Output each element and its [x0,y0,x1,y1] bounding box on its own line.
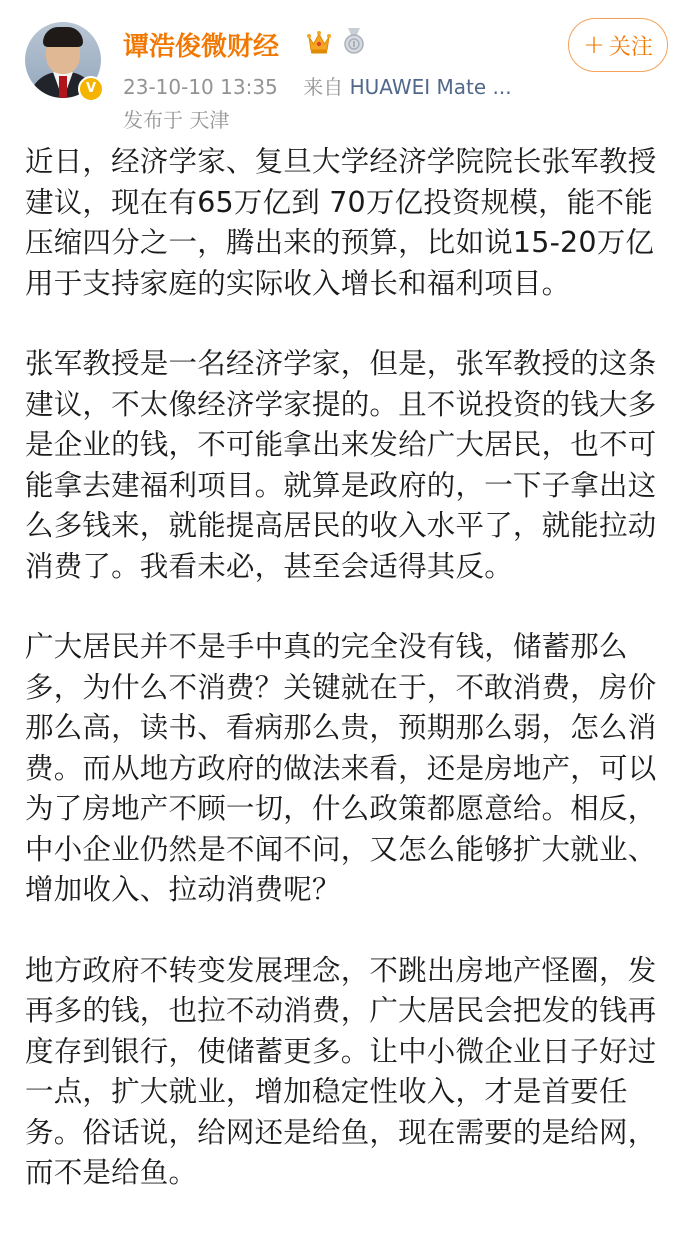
text-line: 用于支持家庭的实际收入增长和福利项目。 [25,266,571,300]
text-line: 而不是给鱼。 [25,1156,198,1189]
text-line: 广大居民并不是手中真的完全没有钱，储蓄那么 [25,630,628,663]
text-line: 能拿去建福利项目。就算是政府的，一下子拿出这 [25,468,657,502]
avatar-tie [59,76,67,98]
text-line: 压缩四分之一，腾出来的预算，比如说15-20万亿 [25,226,655,259]
text-line: 消费了。我看未必，甚至会适得其反。 [25,549,513,583]
text-line: 张军教授是一名经济学家，但是，张军教授的这条 [25,347,657,380]
v-badge-icon: V [78,76,104,102]
post-paragraph [25,627,685,911]
text-line: 建议，不太像经济学家提的。且不说投资的钱大多 [25,387,657,421]
text-line: 增加收入、拉动消费呢？ [25,873,341,906]
text-line: 一点，扩大就业，增加稳定性收入，才是首要任 [25,1075,628,1108]
text-line: 建议，现在有65万亿到 70万亿投资规模，能不能 [25,185,653,219]
text-line: 么多钱来，就能提高居民的收入水平了，就能拉动 [25,509,657,542]
post-header [0,0,693,140]
text-line: 再多的钱，也拉不动消费，广大居民会把发的钱再 [25,994,657,1027]
text-line: 为了房地产不顾一切，什么政策都愿意给。相反， [25,792,657,825]
follow-button[interactable] [568,18,668,72]
plus-icon: + [583,30,605,60]
avatar-hair [43,27,83,47]
post-source-link[interactable]: HUAWEI Mate ... [349,75,512,99]
post-location: 发布于 天津 [123,108,230,132]
post-paragraph [25,142,685,304]
text-line: 是企业的钱，不可能拿出来发给广大居民，也不可 [25,428,657,461]
source-prefix: 来自 [303,75,344,99]
medal-icon[interactable] [342,27,366,55]
text-line: 度存到银行，使储蓄更多。让中小微企业日子好过 [25,1034,657,1068]
text-line: 中小企业仍然是不闻不问，又怎么能够扩大就业、 [25,832,657,866]
text-line: 务。俗话说，给网还是给鱼，现在需要的是给网， [25,1115,657,1149]
post-timestamp: 23-10-10 13:35 [123,75,278,99]
text-line: 地方政府不转变发展理念，不跳出房地产怪圈，发 [25,953,657,987]
post-meta [123,71,512,100]
text-line: 那么高，读书、看病那么贵，预期那么弱，怎么消 [25,711,657,744]
post-content [25,142,685,1234]
post-paragraph [25,951,685,1194]
author-name[interactable]: 谭浩俊微财经 [123,32,280,62]
follow-label: 关注 [608,34,653,60]
post-paragraph [25,344,685,587]
text-line: 多，为什么不消费？关键就在于，不敢消费，房价 [25,670,657,704]
text-line: 近日，经济学家、复旦大学经济学院院长张军教授 [25,145,657,178]
text-line: 费。而从地方政府的做法来看，还是房地产，可以 [25,751,657,785]
crown-icon[interactable] [306,28,332,56]
